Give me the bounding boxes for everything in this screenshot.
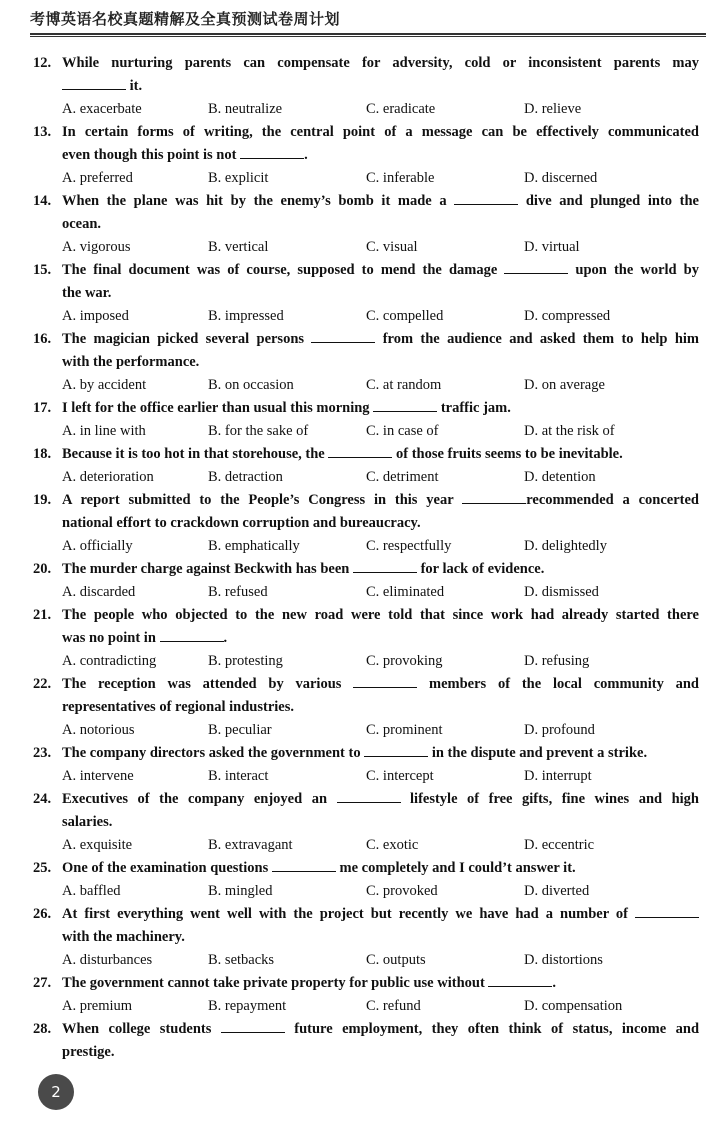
question-text-segment: The murder charge against Beckwith has been (62, 561, 353, 577)
question-item (33, 259, 699, 328)
question-stem-line (33, 558, 699, 581)
question-number (33, 926, 62, 949)
question-text (62, 443, 699, 466)
question-number: 24. (33, 791, 52, 807)
book-title: 考博英语名校真题精解及全真预测试卷周计划 (30, 10, 341, 28)
answer-blank (221, 1020, 285, 1033)
answer-option: B. vertical (208, 239, 269, 255)
question-text-segment: with the machinery. (62, 929, 185, 945)
question-number: 17. (33, 400, 52, 416)
answer-option: A. premium (62, 998, 133, 1014)
answer-options (33, 765, 699, 788)
question-item (33, 328, 699, 397)
answer-option: B. emphatically (208, 538, 300, 554)
question-stem-line (33, 512, 699, 535)
question-text (62, 489, 699, 512)
question-number: 27. (33, 975, 52, 991)
question-text-segment: prestige. (62, 1044, 115, 1060)
question-number: 25. (33, 860, 52, 876)
answer-options (33, 374, 699, 397)
question-text (62, 213, 699, 236)
answer-option: C. exotic (366, 837, 419, 853)
question-text-segment: it. (126, 78, 143, 94)
question-number: 23. (33, 745, 52, 761)
question-number (33, 627, 62, 650)
answer-blank (504, 261, 568, 274)
question-number: 15. (33, 262, 52, 278)
answer-option: B. on occasion (208, 377, 294, 393)
question-item (33, 604, 699, 673)
question-text (62, 742, 699, 765)
question-list (33, 52, 699, 1064)
answer-option: A. discarded (62, 584, 136, 600)
answer-option: D. interrupt (524, 768, 592, 784)
answer-option: C. compelled (366, 308, 444, 324)
question-number: 21. (33, 607, 52, 623)
answer-option: D. relieve (524, 101, 582, 117)
answer-blank (353, 560, 417, 573)
answer-option: B. repayment (208, 998, 287, 1014)
answer-option: D. on average (524, 377, 605, 393)
question-number: 22. (33, 676, 52, 692)
question-text (62, 811, 699, 834)
answer-options (33, 466, 699, 489)
answer-blank (240, 146, 304, 159)
question-item (33, 489, 699, 558)
answer-option: B. refused (208, 584, 268, 600)
answer-option: C. detriment (366, 469, 439, 485)
question-number (33, 811, 62, 834)
answer-option: A. officially (62, 538, 133, 554)
question-item (33, 673, 699, 742)
question-stem-line (33, 351, 699, 374)
question-text (62, 788, 699, 811)
answer-option: A. imposed (62, 308, 129, 324)
answer-option: A. by accident (62, 377, 147, 393)
answer-blank (160, 629, 224, 642)
question-stem-line (33, 857, 699, 880)
question-stem-line (33, 489, 699, 512)
question-stem-line (33, 443, 699, 466)
question-text (62, 857, 699, 880)
answer-option: A. baffled (62, 883, 121, 899)
answer-option: D. diverted (524, 883, 590, 899)
question-text-segment: The people who objected to the new road were told that since work had already started there (62, 607, 699, 623)
answer-option: B. impressed (208, 308, 284, 324)
answer-option: D. detention (524, 469, 596, 485)
answer-blank (635, 905, 699, 918)
question-text (62, 144, 699, 167)
question-text-segment: the war. (62, 285, 112, 301)
question-text (62, 558, 699, 581)
question-text (62, 397, 699, 420)
answer-option: C. provoked (366, 883, 438, 899)
question-text-segment: national effort to crackdown corruption and bureaucracy. (62, 515, 421, 531)
question-number: 12. (33, 55, 52, 71)
question-stem-line (33, 673, 699, 696)
question-text-segment: with the performance. (62, 354, 200, 370)
answer-option: A. in line with (62, 423, 146, 439)
question-text-segment: . (552, 975, 557, 991)
question-number: 16. (33, 331, 52, 347)
page-number-badge (38, 1074, 74, 1110)
question-number (33, 696, 62, 719)
page-number: 2 (51, 1083, 61, 1101)
question-stem-line (33, 282, 699, 305)
question-number (33, 282, 62, 305)
answer-option: D. compensation (524, 998, 623, 1014)
question-stem-line (33, 604, 699, 627)
question-text-segment: recommended a concerted (526, 492, 699, 508)
answer-option: C. in case of (366, 423, 439, 439)
answer-options (33, 236, 699, 259)
question-text (62, 512, 699, 535)
question-text (62, 1041, 699, 1064)
question-text (62, 328, 699, 351)
question-stem-line (33, 788, 699, 811)
answer-option: D. delightedly (524, 538, 607, 554)
question-text-segment: . (223, 630, 228, 646)
answer-option: B. protesting (208, 653, 283, 669)
question-text-segment: The company directors asked the government to (62, 745, 365, 761)
question-text (62, 351, 699, 374)
question-item (33, 397, 699, 443)
question-stem-line (33, 75, 699, 98)
answer-blank (311, 330, 375, 343)
question-text (62, 604, 699, 627)
question-stem-line (33, 903, 699, 926)
question-number: 20. (33, 561, 52, 577)
question-number: 19. (33, 492, 52, 508)
question-text-segment: The final document was of course, supposed to mend the damage (62, 262, 505, 278)
question-stem-line (33, 926, 699, 949)
question-text (62, 75, 699, 98)
answer-options (33, 834, 699, 857)
question-item (33, 121, 699, 190)
question-text (62, 52, 699, 75)
answer-option: C. eliminated (366, 584, 445, 600)
answer-options (33, 880, 699, 903)
answer-options (33, 719, 699, 742)
question-text-segment: At first everything went well with the project but recently we have had a number of (62, 906, 635, 922)
answer-option: B. setbacks (208, 952, 275, 968)
question-number (33, 144, 62, 167)
answer-option: A. preferred (62, 170, 133, 186)
question-number (33, 512, 62, 535)
answer-option: B. extravagant (208, 837, 293, 853)
answer-option: D. virtual (524, 239, 580, 255)
question-text-segment: ocean. (62, 216, 102, 232)
question-stem-line (33, 627, 699, 650)
question-text (62, 673, 699, 696)
question-item (33, 443, 699, 489)
answer-option: B. explicit (208, 170, 269, 186)
question-number: 14. (33, 193, 52, 209)
question-text-segment: lifestyle of free gifts, fine wines and high (400, 791, 699, 807)
answer-blank (62, 77, 126, 90)
answer-option: C. provoking (366, 653, 443, 669)
question-text (62, 926, 699, 949)
question-text-segment: One of the examination questions (62, 860, 272, 876)
answer-blank (454, 192, 518, 205)
answer-options (33, 98, 699, 121)
answer-blank (272, 859, 336, 872)
answer-blank (373, 399, 437, 412)
question-stem-line (33, 1041, 699, 1064)
answer-option: A. vigorous (62, 239, 131, 255)
question-number (33, 213, 62, 236)
question-item (33, 742, 699, 788)
question-number: 18. (33, 446, 52, 462)
question-stem-line (33, 144, 699, 167)
question-text (62, 696, 699, 719)
question-stem-line (33, 1018, 699, 1041)
question-number: 26. (33, 906, 52, 922)
answer-blank (488, 974, 552, 987)
answer-option: A. intervene (62, 768, 134, 784)
answer-option: C. visual (366, 239, 418, 255)
answer-option: C. at random (366, 377, 442, 393)
question-text-segment: future employment, they often think of status, income and (284, 1021, 700, 1037)
question-text-segment: upon the world by (568, 262, 699, 278)
answer-option: A. contradicting (62, 653, 157, 669)
question-text-segment: While nurturing parents can compensate for adversity, cold or inconsistent parents may (62, 55, 699, 71)
answer-options (33, 535, 699, 558)
question-text (62, 190, 699, 213)
question-item (33, 972, 699, 1018)
question-stem-line (33, 121, 699, 144)
answer-options (33, 167, 699, 190)
question-number (33, 351, 62, 374)
question-text-segment: The government cannot take private property for public use without (62, 975, 489, 991)
answer-option: D. eccentric (524, 837, 595, 853)
answer-option: C. intercept (366, 768, 434, 784)
question-text-segment: . (304, 147, 308, 163)
answer-blank (364, 744, 428, 757)
question-text-segment: Because it is too hot in that storehouse, the (62, 446, 329, 462)
question-item (33, 52, 699, 121)
answer-option: B. detraction (208, 469, 283, 485)
header-divider (30, 33, 706, 37)
question-number (33, 1041, 62, 1064)
question-number: 13. (33, 124, 52, 140)
answer-option: B. mingled (208, 883, 273, 899)
answer-option: C. inferable (366, 170, 435, 186)
question-item (33, 903, 699, 972)
answer-blank (353, 675, 417, 688)
question-text-segment: salaries. (62, 814, 113, 830)
question-text-segment: me completely and I could’t answer it. (335, 860, 576, 876)
answer-options (33, 305, 699, 328)
answer-blank (462, 491, 526, 504)
question-text (62, 282, 699, 305)
answer-options (33, 949, 699, 972)
page-header (30, 8, 710, 29)
answer-option: A. notorious (62, 722, 135, 738)
question-item (33, 1018, 699, 1064)
question-text-segment: for lack of evidence. (416, 561, 545, 577)
question-stem-line (33, 190, 699, 213)
question-text (62, 972, 699, 995)
question-stem-line (33, 972, 699, 995)
answer-option: D. dismissed (524, 584, 599, 600)
question-text-segment: When college students (62, 1021, 221, 1037)
answer-blank (328, 445, 392, 458)
answer-option: D. discerned (524, 170, 598, 186)
question-item (33, 558, 699, 604)
question-stem-line (33, 742, 699, 765)
question-item (33, 788, 699, 857)
question-text-segment: The magician picked several persons (62, 331, 312, 347)
answer-options (33, 995, 699, 1018)
answer-options (33, 420, 699, 443)
question-text-segment: traffic jam. (437, 400, 511, 416)
answer-blank (337, 790, 401, 803)
answer-options (33, 581, 699, 604)
question-stem-line (33, 811, 699, 834)
answer-option: C. refund (366, 998, 421, 1014)
question-text-segment: from the audience and asked them to help him (375, 331, 699, 347)
question-text-segment: members of the local community and (417, 676, 699, 692)
answer-option: D. at the risk of (524, 423, 615, 439)
question-text (62, 627, 699, 650)
question-text-segment: Executives of the company enjoyed an (62, 791, 337, 807)
question-item (33, 190, 699, 259)
answer-option: D. refusing (524, 653, 590, 669)
answer-options (33, 650, 699, 673)
answer-option: C. eradicate (366, 101, 436, 117)
question-text-segment: The reception was attended by various (62, 676, 354, 692)
question-text (62, 121, 699, 144)
question-text (62, 1018, 699, 1041)
question-text-segment: A report submitted to the People’s Congress in this year (62, 492, 463, 508)
question-text-segment: even though this point is not (62, 147, 241, 163)
answer-option: A. disturbances (62, 952, 153, 968)
answer-option: C. outputs (366, 952, 426, 968)
answer-option: B. neutralize (208, 101, 283, 117)
question-text-segment: of those fruits seems to be inevitable. (392, 446, 623, 462)
answer-option: B. peculiar (208, 722, 272, 738)
question-number: 28. (33, 1021, 52, 1037)
question-text-segment: was no point in (62, 630, 160, 646)
question-text-segment: in the dispute and prevent a strike. (428, 745, 648, 761)
question-text-segment: In certain forms of writing, the central point of a message can be effectively communicated (62, 124, 699, 140)
question-number (33, 75, 62, 98)
question-text (62, 903, 699, 926)
answer-option: D. profound (524, 722, 595, 738)
answer-option: D. distortions (524, 952, 603, 968)
answer-option: C. respectfully (366, 538, 452, 554)
question-text-segment: dive and plunged into the (518, 193, 699, 209)
answer-option: A. exquisite (62, 837, 133, 853)
answer-option: D. compressed (524, 308, 611, 324)
question-text (62, 259, 699, 282)
question-stem-line (33, 213, 699, 236)
answer-option: A. deterioration (62, 469, 154, 485)
answer-option: C. prominent (366, 722, 443, 738)
question-text-segment: When the plane was hit by the enemy’s bomb it made a (62, 193, 455, 209)
question-item (33, 857, 699, 903)
question-stem-line (33, 259, 699, 282)
question-stem-line (33, 328, 699, 351)
question-stem-line (33, 52, 699, 75)
answer-option: B. for the sake of (208, 423, 309, 439)
question-text-segment: I left for the office earlier than usual this morning (62, 400, 374, 416)
question-stem-line (33, 696, 699, 719)
question-stem-line (33, 397, 699, 420)
question-text-segment: representatives of regional industries. (62, 699, 294, 715)
answer-option: A. exacerbate (62, 101, 142, 117)
answer-option: B. interact (208, 768, 269, 784)
